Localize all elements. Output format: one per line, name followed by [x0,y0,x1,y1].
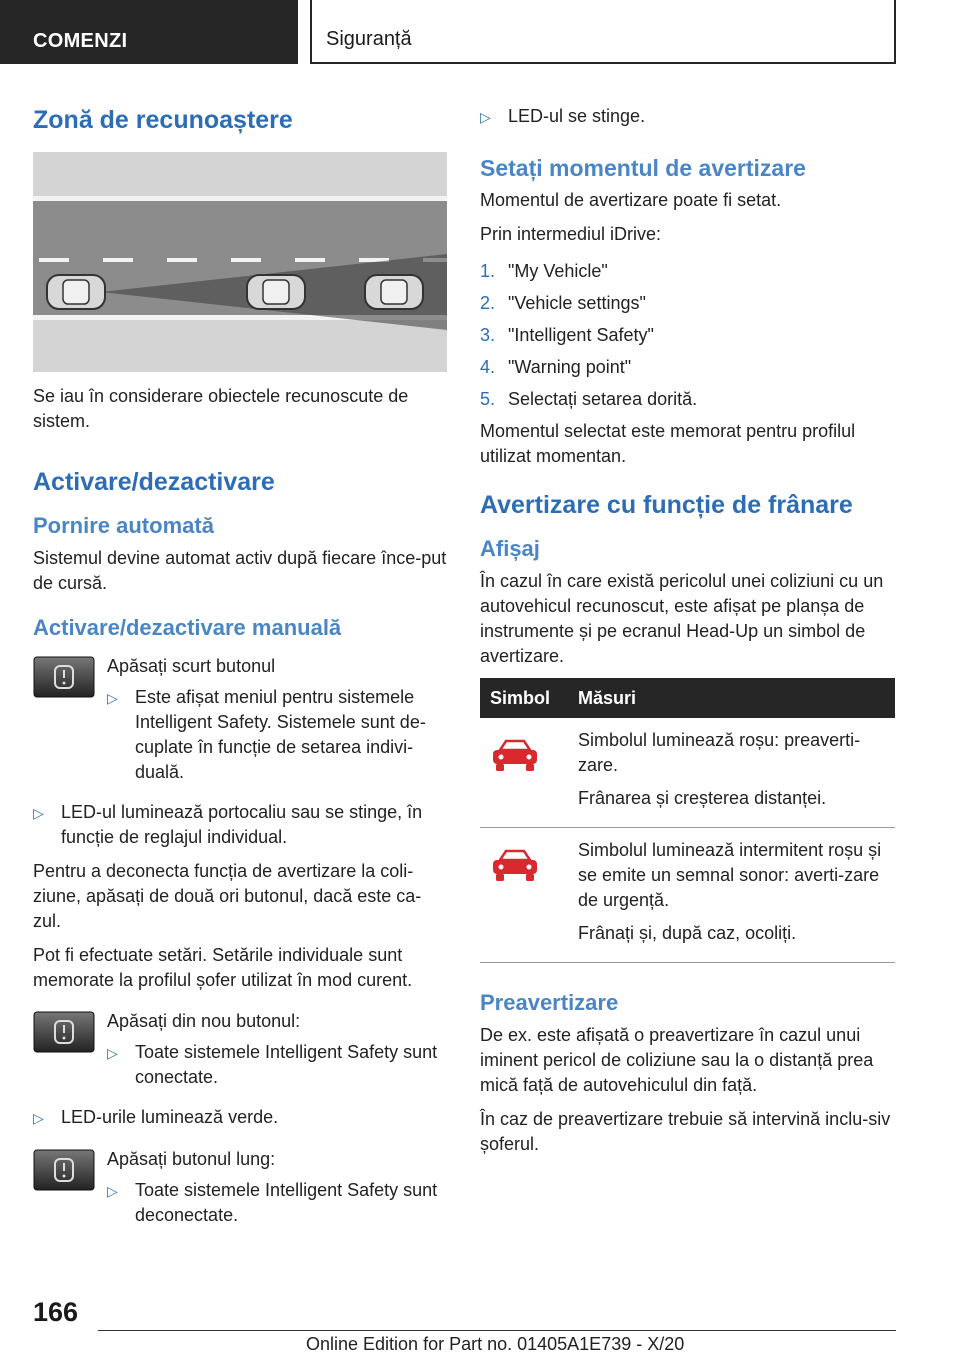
press-again-label: Apăsați din nou butonul: [107,1011,301,1031]
table-row: Simbolul luminează intermitent roșu și se emite un semnal sonor: averti-zare de urgență. Frânați și, după caz, ocoliți. [480,828,895,963]
list-item: 2. "Vehicle settings" [480,293,646,313]
footer-divider [98,1330,896,1331]
display-title: Afișaj [480,536,540,561]
prewarning-title: Preavertizare [480,990,619,1015]
recognition-zone-diagram [33,152,447,372]
warning-point-title: Setați momentul de avertizare [480,155,806,181]
press-short-block [33,654,447,794]
recognition-title: Zonă de recunoaștere [33,106,293,134]
triangle-bullet-icon: ▷ [107,1183,118,1199]
display-text: În cazul în care există pericolul unei coliziuni cu un autovehicul recunoscut, este afișat pe planșa de instrumente și pe ecranul Head-Up un simbol de avertizare. [480,571,884,666]
column-header-measures: Măsuri [568,678,895,718]
vehicle-far-icon [365,275,423,309]
memorized-text: Momentul selectat este memorat pentru profilul utilizat momentan. [480,421,856,466]
intelligent-safety-button-icon [33,1011,95,1053]
car-collision-warning-icon [490,846,540,886]
intelligent-safety-button-icon [33,1149,95,1191]
vehicle-ahead-icon [247,275,305,309]
triangle-bullet-icon: ▷ [33,1110,44,1126]
brake-warning-title: Avertizare cu funcție de frânare [480,491,853,519]
list-item: 1. "My Vehicle" [480,261,608,281]
list-item: ▷ LED-ul se stinge. [480,104,895,130]
left-column [33,100,447,1243]
press-long-block [33,1147,447,1237]
list-item: ▷ LED-urile luminează verde. [33,1105,447,1131]
page-number: 166 [33,1297,79,1327]
press-short-label: Apăsați scurt butonul [107,656,276,676]
disconnect-text: Pentru a deconecta funcția de avertizare la coli-ziune, apăsați de două ori butonul, dacă este ca-zul. [33,861,422,931]
list-item: 4. "Warning point" [480,357,632,377]
right-column [480,100,895,1166]
list-item: ▷ Toate sistemele Intelligent Safety sunt deconectate. [107,1178,447,1228]
activation-title: Activare/dezactivare [33,468,275,496]
triangle-bullet-icon: ▷ [480,109,491,125]
chapter-tab: Siguranță [310,0,896,64]
idrive-text: Prin intermediul iDrive: [480,224,662,244]
recognition-text: Se iau în considerare obiectele recunoscute de sistem. [33,386,409,431]
steps-list [480,259,895,412]
auto-start-title: Pornire automată [33,513,214,538]
triangle-bullet-icon: ▷ [107,1045,118,1061]
manual-title: Activare/dezactivare manuală [33,615,342,640]
press-again-block [33,1009,447,1099]
car-collision-warning-icon [490,736,540,776]
press-long-label: Apăsați butonul lung: [107,1149,276,1169]
page-header [0,0,960,66]
list-item: ▷ LED-ul luminează portocaliu sau se stinge, în funcție de reglajul individual. [33,800,447,850]
prewarning-text: De ex. este afișată o preavertizare în cazul unui iminent pericol de coliziune sau la o distanță prea mică față de autovehiculul din față. [480,1025,874,1095]
warning-point-text: Momentul de avertizare poate fi setat. [480,190,782,210]
symbol-table [480,678,895,963]
intelligent-safety-button-icon [33,656,95,698]
table-row: Simbolul luminează roșu: preaverti-zare. Frânarea și creșterea distanței. [480,718,895,828]
prewarning-driver-text: În caz de preavertizare trebuie să intervină inclu-siv șoferul. [480,1109,891,1154]
own-car-icon [47,275,105,309]
auto-start-text: Sistemul devine automat activ după fiecare înce-put de cursă. [33,548,447,593]
column-header-symbol: Simbol [480,678,568,718]
settings-text: Pot fi efectuate setări. Setările individuale sunt memorate la profilul șofer utilizat în mod curent. [33,945,413,990]
section-tab: COMENZI [0,0,298,64]
list-item: ▷ Este afișat meniul pentru sistemele Intelligent Safety. Sistemele sunt de-cuplate în funcție de setarea indivi-duală. [107,685,447,785]
footer-edition: Online Edition for Part no. 01405A1E739 - X/20 [306,1334,685,1354]
list-item: ▷ Toate sistemele Intelligent Safety sunt conectate. [107,1040,447,1090]
triangle-bullet-icon: ▷ [33,805,44,821]
triangle-bullet-icon: ▷ [107,690,118,706]
list-item: 3. "Intelligent Safety" [480,325,654,345]
list-item: 5. Selectați setarea dorită. [480,389,698,409]
